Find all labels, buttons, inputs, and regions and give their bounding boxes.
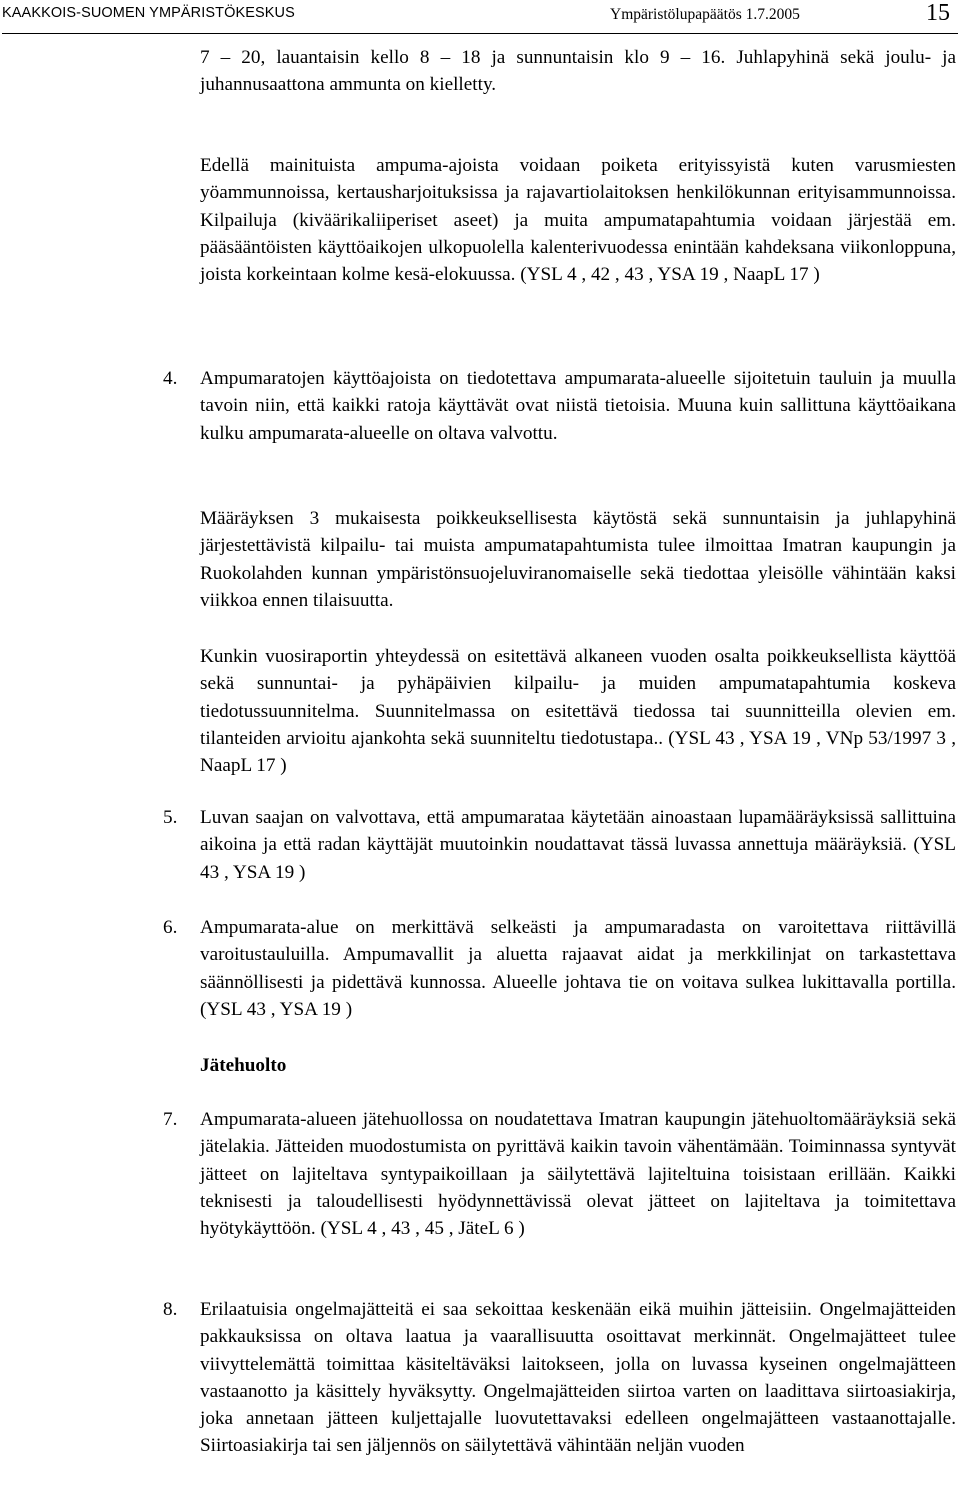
item-7-text: Ampumarata-alueen jätehuollossa on noudatettava Imatran kaupungin jätehuoltomääräyksiä sekä jätelakia. Jätteiden muodostumista on pyrittävä kaikin tavoin vähentämään. Toiminnassa syntyvät jätteet on lajiteltava syntypaikoillaan ja säilytettävä lajiteltuina toisistaan erillään. Kaikki teknisesti ja taloudellisesti hyödynnettävissä olevat jätteet on lajiteltava ja toimitettava hyötykäyttöön. (YSL 4 , 43 , 45 , JäteL 6 ) [200, 1109, 956, 1240]
item-4-paragraph-3: Kunkin vuosiraportin yhteydessä on esitettävä alkaneen vuoden osalta poikkeuksellista käyttöä sekä sunnuntai- ja pyhäpäivien kilpailu- ja muiden ampumatapahtumia koskeva tiedotussuunnitelma. Suunnitelmassa on esitettävä tiedossa tai suunnitteilla olevien em. tilanteiden arvioitu ajankohta sekä suunniteltu tiedotustapa.. (YSL 43 , YSA 19 , VNp 53/1997 3 , NaapL 17 ) [200, 646, 956, 777]
paragraph-opening-hours: 7 – 20, lauantaisin kello 8 – 18 ja sunnuntaisin klo 9 – 16. Juhlapyhinä sekä joulu- ja juhannusaattona ammunta on kielletty. [200, 47, 956, 96]
item-4-number: 4. [163, 368, 178, 389]
item-6-text: Ampumarata-alue on merkittävä selkeästi ja ampumaradasta on varoitettava riittävillä varoitustauluilla. Ampumavallit ja aluetta rajaavat aidat ja merkkilinjat on tarkastettava säännöllisesti ja pidettävä kunnossa. Alueelle johtava tie on voitava sulkea lukittavalla portilla. (YSL 43 , YSA 19 ) [200, 917, 956, 1020]
item-7-number: 7. [163, 1109, 178, 1130]
page-number: 15 [926, 0, 950, 26]
item-4-paragraph-2: Määräyksen 3 mukaisesta poikkeuksellisesta käytöstä sekä sunnuntaisin ja juhlapyhinä järjestettävistä kilpailu- tai muista ampumatapahtumista tulee ilmoittaa Imatran kaupungin ja Ruokolahden kunnan ympäristönsuojeluviranomaiselle sekä tiedottaa yleisölle vähintään kaksi viikkoa ennen tilaisuutta. [200, 508, 956, 611]
item-6-number: 6. [163, 917, 178, 938]
decision-title: Ympäristölupapäätös 1.7.2005 [610, 6, 800, 23]
item-4-text: Ampumaratojen käyttöajoista on tiedotettava ampumarata-alueelle sijoitetuin tauluin ja muulla tavoin niin, että kaikki ratoja käyttävät ovat niistä tietoisia. Muuna kuin sallittuna käyttöaikana kulku ampumarata-alueelle on oltava valvottu. [200, 368, 956, 444]
paragraph-exceptions: Edellä mainituista ampuma-ajoista voidaan poiketa erityissyistä kuten varusmiesten yöammunnoissa, kertausharjoituksissa ja rajavartiolaitoksen henkilökunnan erityisammunnoissa. Kilpailuja (kiväärikaliiperiset aseet) ja muita ampumatapahtumia voidaan järjestää em. pääsääntöisten käyttöaikojen ulkopuolella kalenterivuodessa enintään kahdeksana viikonloppuna, joista korkeintaan kolme kesä-elokuussa. (YSL 4 , 42 , 43 , YSA 19 , NaapL 17 ) [200, 155, 956, 286]
header-rule [2, 33, 958, 34]
item-5-number: 5. [163, 807, 178, 828]
item-8-number: 8. [163, 1299, 178, 1320]
page-header [2, 0, 958, 40]
organization-name: KAAKKOIS-SUOMEN YMPÄRISTÖKESKUS [2, 5, 295, 21]
section-heading-waste: Jätehuolto [200, 1055, 287, 1076]
item-5-text: Luvan saajan on valvottava, että ampumarataa käytetään ainoastaan lupamääräyksissä sallittuina aikoina ja että radan käyttäjät muutoinkin noudattavat tässä luvassa annettuja määräyksiä. (YSL 43 , YSA 19 ) [200, 807, 956, 883]
item-8-text: Erilaatuisia ongelmajätteitä ei saa sekoittaa keskenään eikä muihin jätteisiin. Ongelmajätteiden pakkauksissa on oltava laatua ja vaarallisuutta osoittavat merkinnät. Ongelmajätteet tulee viivyttelemättä toimittaa käsiteltäväksi laitokseen, jolla on luvassa kyseinen ongelmajätteen vastaanotto ja käsittely hyväksytty. Ongelmajätteiden siirtoa varten on laadittava siirtoasiakirja, joka annetaan jätteen kuljettajalle luovutettavaksi edelleen ongelmajätteen vastaanottajalle. Siirtoasiakirja tai sen jäljennös on säilytettävä vähintään neljän vuoden [200, 1299, 956, 1457]
